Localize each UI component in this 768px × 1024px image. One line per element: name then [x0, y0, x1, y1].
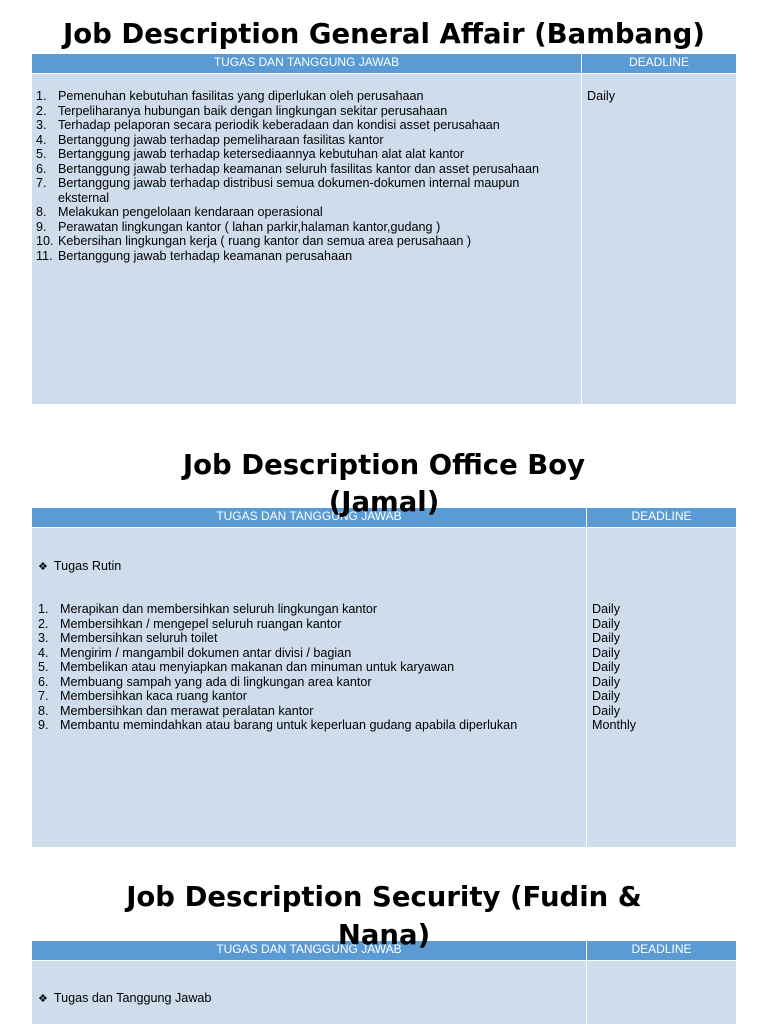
- task-number: 9.: [38, 718, 49, 732]
- task-text: Melakukan pengelolaan kendaraan operasional: [58, 205, 323, 219]
- task-number: 4.: [38, 645, 49, 660]
- task-number: 11.: [36, 248, 53, 263]
- section2-body: [32, 528, 736, 847]
- section3-bullet-label: Tugas dan Tanggung Jawab: [53, 991, 212, 1005]
- diamond-bullet-icon: ❖: [38, 560, 48, 573]
- task-text: Bertanggung jawab terhadap distribusi semua dokumen-dokumen internal maupun: [58, 176, 520, 190]
- task-text: Mengirim / mangambil dokumen antar divisi / bagian: [60, 645, 352, 660]
- task-deadline: Daily: [592, 703, 620, 718]
- task-text: Membuang sampah yang ada di lingkungan area kantor: [60, 674, 372, 689]
- section1-body: [32, 74, 736, 404]
- task-deadline: Daily: [592, 660, 620, 674]
- task-number: 8.: [36, 205, 47, 219]
- section2-header-deadline: DEADLINE: [587, 508, 736, 527]
- task-text: Bertanggung jawab terhadap ketersediaannya kebutuhan alat alat kantor: [58, 147, 465, 161]
- task-number: 2.: [36, 103, 47, 118]
- task-text: Membersihkan / mengepel seluruh ruangan kantor: [60, 616, 342, 631]
- task-text: Terhadap pelaporan secara periodik keberadaan dan kondisi asset perusahaan: [58, 118, 500, 132]
- task-number: 5.: [36, 147, 47, 161]
- section1-header-task: TUGAS DAN TANGGUNG JAWAB: [32, 54, 581, 73]
- task-number: 6.: [36, 161, 47, 176]
- task-text: Bertanggung jawab terhadap keamanan perusahaan: [58, 248, 353, 263]
- section2-title-line2: (Jamal): [328, 486, 440, 518]
- task-number: 1.: [36, 89, 47, 103]
- section3-header-deadline: DEADLINE: [587, 941, 736, 960]
- task-text: Terpeliharanya hubungan baik dengan lingkungan sekitar perusahaan: [58, 103, 448, 118]
- task-number: 3.: [38, 631, 49, 645]
- section3-table: [32, 941, 736, 1024]
- task-deadline: Daily: [592, 602, 620, 616]
- section3-title-line2: Nana): [337, 919, 431, 951]
- diamond-bullet-icon: ❖: [38, 992, 48, 1005]
- section2-title-line1: Job Description Office Boy: [182, 449, 586, 481]
- task-text: Membantu memindahkan atau barang untuk keperluan gudang apabila diperlukan: [60, 718, 518, 732]
- task-number: 4.: [36, 132, 47, 147]
- section3-bullet: [38, 991, 211, 1006]
- task-number: 2.: [38, 616, 49, 631]
- task-number: 7.: [38, 689, 49, 703]
- section1-header-deadline: DEADLINE: [582, 54, 736, 73]
- task-text: Membersihkan dan merawat peralatan kantor: [60, 703, 314, 718]
- task-text: Bertanggung jawab terhadap keamanan seluruh fasilitas kantor dan asset perusahaan: [58, 161, 539, 176]
- section3-title-line1: Job Description Security (Fudin &: [126, 881, 642, 913]
- section2-header-task: TUGAS DAN TANGGUNG JAWAB: [32, 508, 586, 527]
- section1-deadline: Daily: [587, 89, 615, 103]
- section3-body: [32, 961, 736, 1024]
- task-number: 8.: [38, 703, 49, 718]
- section1-title: Job Description General Affair (Bambang): [63, 18, 705, 50]
- task-deadline: Daily: [592, 631, 620, 645]
- task-number: 9.: [36, 219, 47, 234]
- task-deadline: Daily: [592, 645, 620, 660]
- task-number: 3.: [36, 118, 47, 132]
- task-text: Membelikan atau menyiapkan makanan dan minuman untuk karyawan: [60, 660, 455, 674]
- section2-table: [32, 508, 736, 847]
- task-text: eksternal: [58, 190, 110, 205]
- task-text: Membersihkan seluruh toilet: [60, 631, 218, 645]
- task-number: 1.: [38, 602, 49, 616]
- task-text: Merapikan dan membersihkan seluruh lingkungan kantor: [60, 602, 378, 616]
- task-number: 6.: [38, 674, 49, 689]
- task-text: Perawatan lingkungan kantor ( lahan parkir,halaman kantor,gudang ): [58, 219, 441, 234]
- task-text: Membersihkan kaca ruang kantor: [60, 689, 247, 703]
- task-deadline: Daily: [592, 616, 620, 631]
- task-text: Kebersihan lingkungan kerja ( ruang kantor dan semua area perusahaan ): [58, 234, 472, 248]
- task-number: 5.: [38, 660, 49, 674]
- section1-table: [32, 54, 736, 404]
- task-number: 7.: [36, 176, 47, 190]
- task-text: Bertanggung jawab terhadap pemeliharaan fasilitas kantor: [58, 132, 384, 147]
- task-deadline: Daily: [592, 689, 620, 703]
- task-text: Pemenuhan kebutuhan fasilitas yang diperlukan oleh perusahaan: [58, 89, 424, 103]
- section3-header-task: TUGAS DAN TANGGUNG JAWAB: [32, 941, 586, 960]
- section2-bullet-label: Tugas Rutin: [53, 559, 122, 573]
- column-divider: [586, 961, 587, 1024]
- section2-bullet: [38, 559, 121, 574]
- task-deadline: Daily: [592, 674, 620, 689]
- task-deadline: Monthly: [592, 718, 637, 732]
- column-divider: [581, 74, 582, 404]
- column-divider: [586, 528, 587, 847]
- task-number: 10.: [36, 234, 54, 248]
